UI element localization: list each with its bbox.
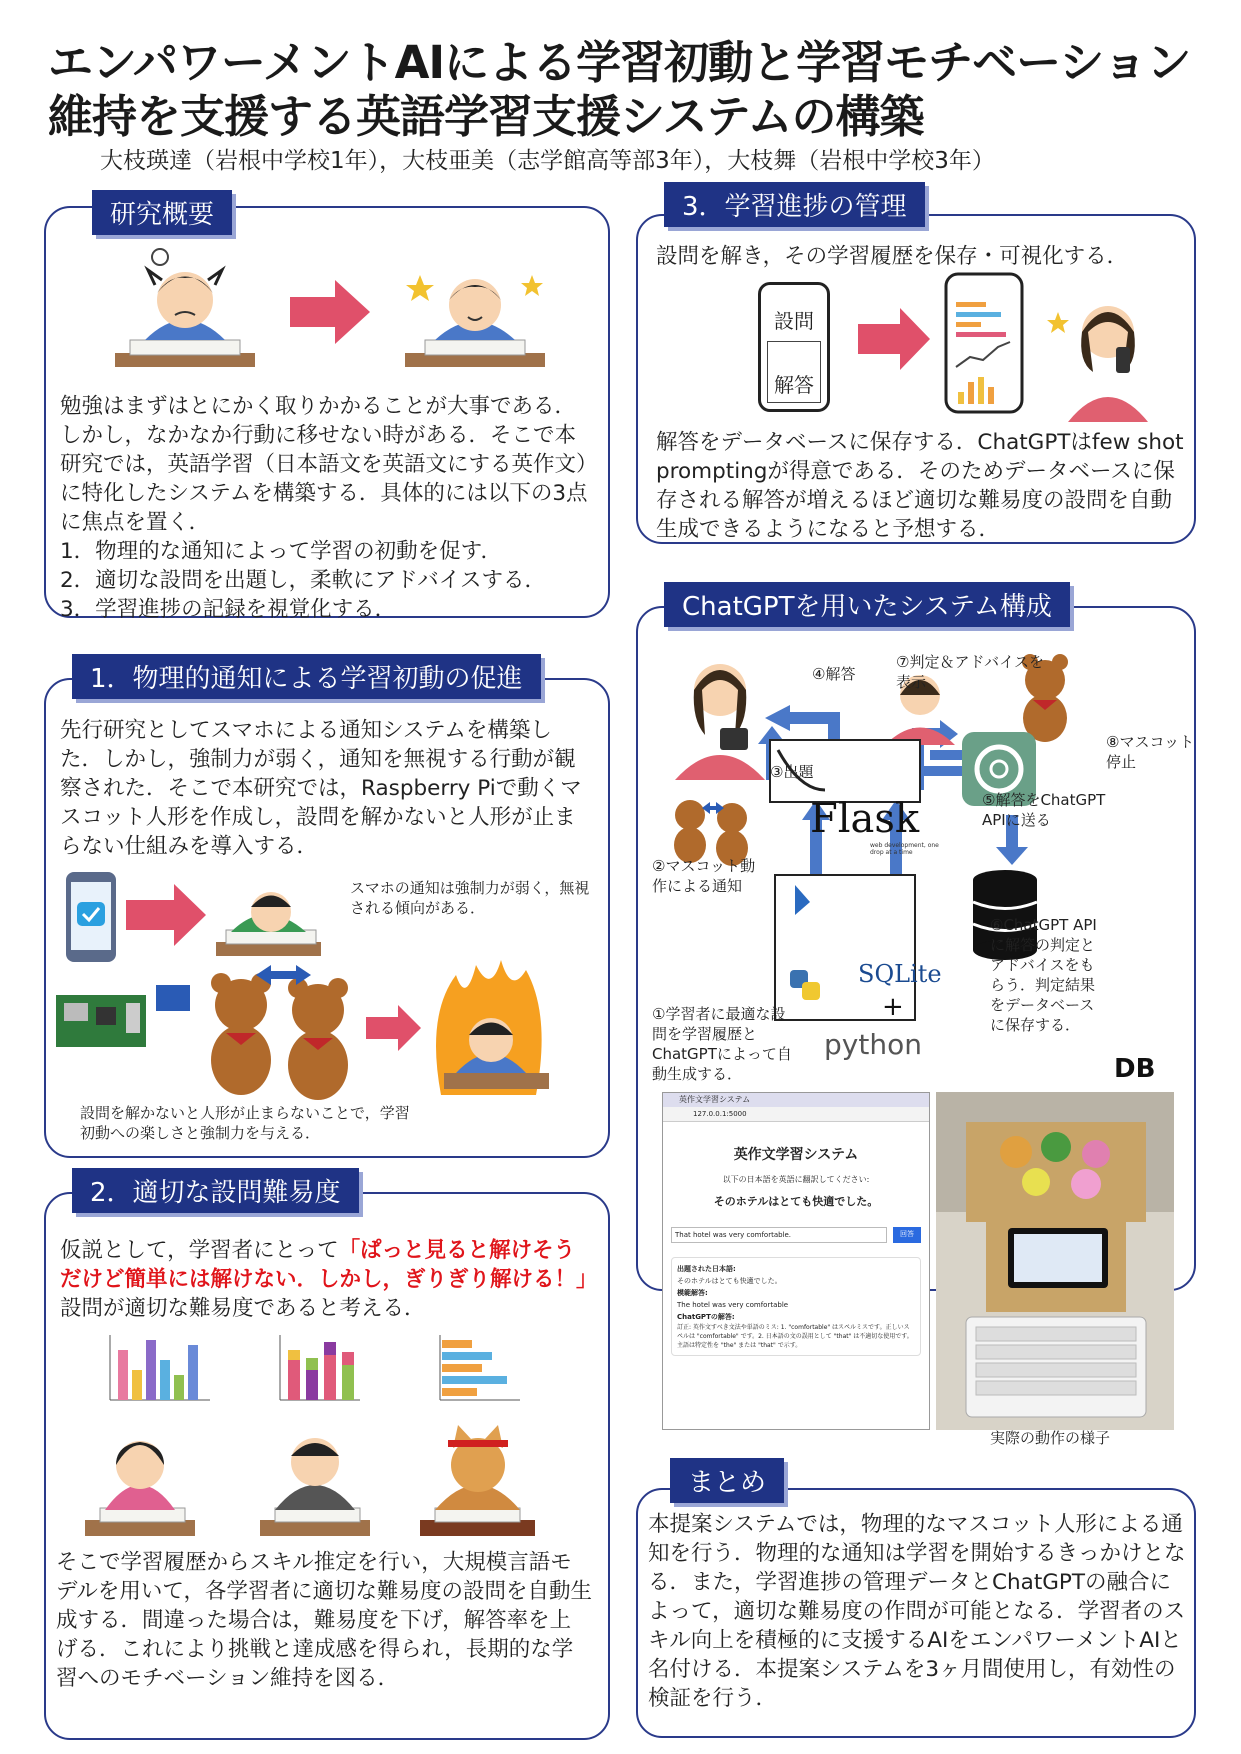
answer-input[interactable]: That hotel was very comfortable.: [671, 1227, 887, 1243]
girl-with-phone-icon: [1047, 306, 1148, 422]
result-value-2: The hotel was very comfortable: [677, 1301, 789, 1309]
phone-chart-icon: [946, 274, 1022, 412]
db-label: DB: [1114, 1054, 1156, 1084]
learner-girl-icon: [675, 664, 765, 780]
result-label-1: 出題された日本語:: [677, 1265, 736, 1273]
section2-body2: そこで学習履歴からスキル推定を行い，大規模言語モデルを用いて，各学習者に適切な難易度の設問を自動生成する．間違った場合は，難易度を下げ，解答率を上げる．これにより挑戦と達成感を得られ，長期的な学習へのモチベーション維持を図る．: [56, 1550, 592, 1691]
title-line-2: 維持を支援する英語学習支援システムの構築: [48, 90, 924, 143]
cat-student-icon: [420, 1425, 535, 1536]
sqlite-label: SQLite: [858, 960, 942, 988]
system-step-4: ④解答: [812, 665, 856, 683]
result-value-1: そのホテルはとても快適でした。: [677, 1277, 782, 1285]
answer-box: [767, 341, 821, 403]
phone-answer-label: 解答: [774, 373, 814, 397]
raspberry-pi-icon: [56, 985, 190, 1047]
arrow-right-icon: [366, 1005, 421, 1051]
sleeping-student-icon: [216, 892, 321, 956]
horizontal-bar-chart-icon: [440, 1335, 520, 1400]
result-label-3: ChatGPTの解答:: [677, 1313, 735, 1321]
flask-tagline: web development, one drop at a time: [870, 842, 939, 856]
phone-question: [758, 282, 830, 412]
system-heading: ChatGPTを用いたシステム構成: [664, 582, 1070, 627]
result-value-3: 訂正: 英作文すべき文法や単語のミス: 1. "comfortable" はスペルミスです。正しいスペルは "comfortable" です。2. 日本語の文の誤用として "that" は不適切な使用です。主語は特定性を "the" または "that" で示す。: [677, 1324, 913, 1349]
result-card: [671, 1257, 921, 1356]
overview-illustration: [100, 245, 570, 380]
section2-heading: 2．適切な設問難易度: [72, 1168, 359, 1213]
browser-url[interactable]: 127.0.0.1:5000: [693, 1110, 747, 1118]
section2-body-pre: 仮説として，学習者にとって: [60, 1238, 339, 1263]
device-photo: [936, 1092, 1174, 1430]
stressed-student-icon: [115, 249, 255, 367]
browser-tab[interactable]: 英作文学習システム: [679, 1095, 751, 1104]
overview-body: 勉強はまずはとにかく取りかかることが大事である．しかし，なかなか行動に移せない時がある．そこで本研究では，英語学習（日本語文を英語文にする英作文）に特化したシステムを構築する．具体的には以下の3点に焦点を置く．: [60, 394, 588, 535]
overview-item-1: 1．物理的な通知によって学習の初動を促す．: [60, 539, 502, 564]
title-line-1: エンパワーメントAIによる学習初動と学習モチベーション: [48, 36, 1191, 89]
section1-note2: 設問を解かないと人形が止まらないことで，学習初動への楽しさと強制力を与える．: [80, 1104, 410, 1142]
plus-label: +: [882, 992, 904, 1022]
summary-body: 本提案システムでは，物理的なマスコット人形による通知を行う．物理的な通知は学習を開始するきっかけとなる．また，学習進捗の管理データとChatGPTの融合によって，適切な難易度の作問が可能となる．学習者のスキル向上を積極的に支援するAIをエンパワーメントAIと名付ける．本提案システムを3ヶ月間使用し，有効性の検証を行う．: [648, 1512, 1186, 1711]
overview-item-3: 3．学習進捗の記録を視覚化する．: [60, 597, 397, 622]
section1-heading: 1．物理的通知による学習初動の促進: [72, 654, 541, 699]
browser-tabbar: [663, 1093, 929, 1107]
app-question: そのホテルはとても快適でした。: [713, 1195, 879, 1208]
section3-intro: 設問を解き，その学習履歴を保存・可視化する．: [656, 244, 1129, 269]
system-step-8: ⑧マスコット停止: [1106, 733, 1195, 771]
man-student-icon: [260, 1438, 370, 1536]
system-step-3: ③出題: [770, 763, 814, 781]
photo-caption: 実際の動作の様子: [990, 1429, 1111, 1447]
system-step-5: ⑤解答をChatGPT APIに送る: [982, 791, 1106, 829]
system-step-1: ①学習者に最適な設問を学習履歴とChatGPTによって自動生成する．: [652, 1005, 792, 1083]
stacked-bar-chart-icon: [280, 1335, 360, 1400]
section2-body-highlight: 「ぱっと見ると解けそうだけど簡単には解けない．しかし，ぎりぎり解ける！」: [60, 1238, 598, 1292]
system-step-7: ⑦判定＆アドバイスを表示: [896, 653, 1044, 691]
summary-heading: まとめ: [670, 1458, 784, 1503]
device-photo-drawing: [936, 1092, 1174, 1430]
arrow-right-icon: [290, 280, 370, 344]
section2-body: [60, 1236, 598, 1323]
motivated-student-icon: [405, 275, 545, 367]
app-screenshot: [662, 1092, 930, 1430]
authors: 大枝瑛達（岩根中学校1年），大枝亜美（志学館高等部3年），大枝舞（岩根中学校3年）: [100, 148, 995, 174]
smartphone-icon: [66, 872, 116, 962]
mascot-illustration: [56, 955, 576, 1105]
bar-chart-icon: [110, 1335, 210, 1400]
app-title: 英作文学習システム: [733, 1147, 859, 1163]
difficulty-charts-illustration: [80, 1330, 580, 1540]
section1-body: 先行研究としてスマホによる通知システムを構築した．しかし，強制力が弱く，通知を無視する行動が観察された．そこで本研究では，Raspberry Piで動くマスコット人形を作成し，設問を解かないと人形が止まらない仕組みを導入する．: [60, 718, 582, 859]
girl-student-icon: [85, 1441, 195, 1536]
python-label: python: [824, 1028, 922, 1061]
fired-up-student-icon: [436, 960, 549, 1095]
result-label-2: 模範解答:: [677, 1289, 708, 1297]
app-instruction: 以下の日本語を英語に翻訳してください:: [722, 1175, 870, 1184]
section3-body: 解答をデータベースに保存する．ChatGPTはfew shot promptingが得意である．そのためデータベースに保存される解答が増えるほど適切な難易度の設問を自動生成できるようになると予想する．: [656, 430, 1184, 542]
submit-button[interactable]: 回答: [893, 1227, 921, 1243]
answer-row: [671, 1227, 921, 1243]
section1-note1: スマホの通知は強制力が弱く，無視される傾向がある．: [350, 879, 590, 917]
section2-body-post: 設問が適切な難易度であると考える．: [60, 1296, 426, 1321]
overview-heading: 研究概要: [92, 190, 232, 235]
browser-urlbar: [663, 1107, 929, 1122]
section3-heading: 3．学習進捗の管理: [664, 182, 925, 227]
poster-title: [48, 36, 1208, 144]
overview-item-2: 2．適切な設問を出題し，柔軟にアドバイスする．: [60, 568, 547, 593]
arrow-right-icon: [126, 884, 206, 946]
teddy-bear-icon: [211, 973, 348, 1100]
arrow-right-icon: [858, 308, 930, 370]
flask-label: Flask: [810, 796, 920, 842]
system-step-2: ②マスコット動作による通知: [652, 857, 756, 895]
system-step-6: ⑥ChatGPT APIに解答の判定とアドバイスをもらう．判定結果をデータベースに保存する．: [990, 916, 1097, 1034]
phone-question-label: 設問: [774, 309, 814, 333]
progress-illustration: [848, 272, 1178, 422]
